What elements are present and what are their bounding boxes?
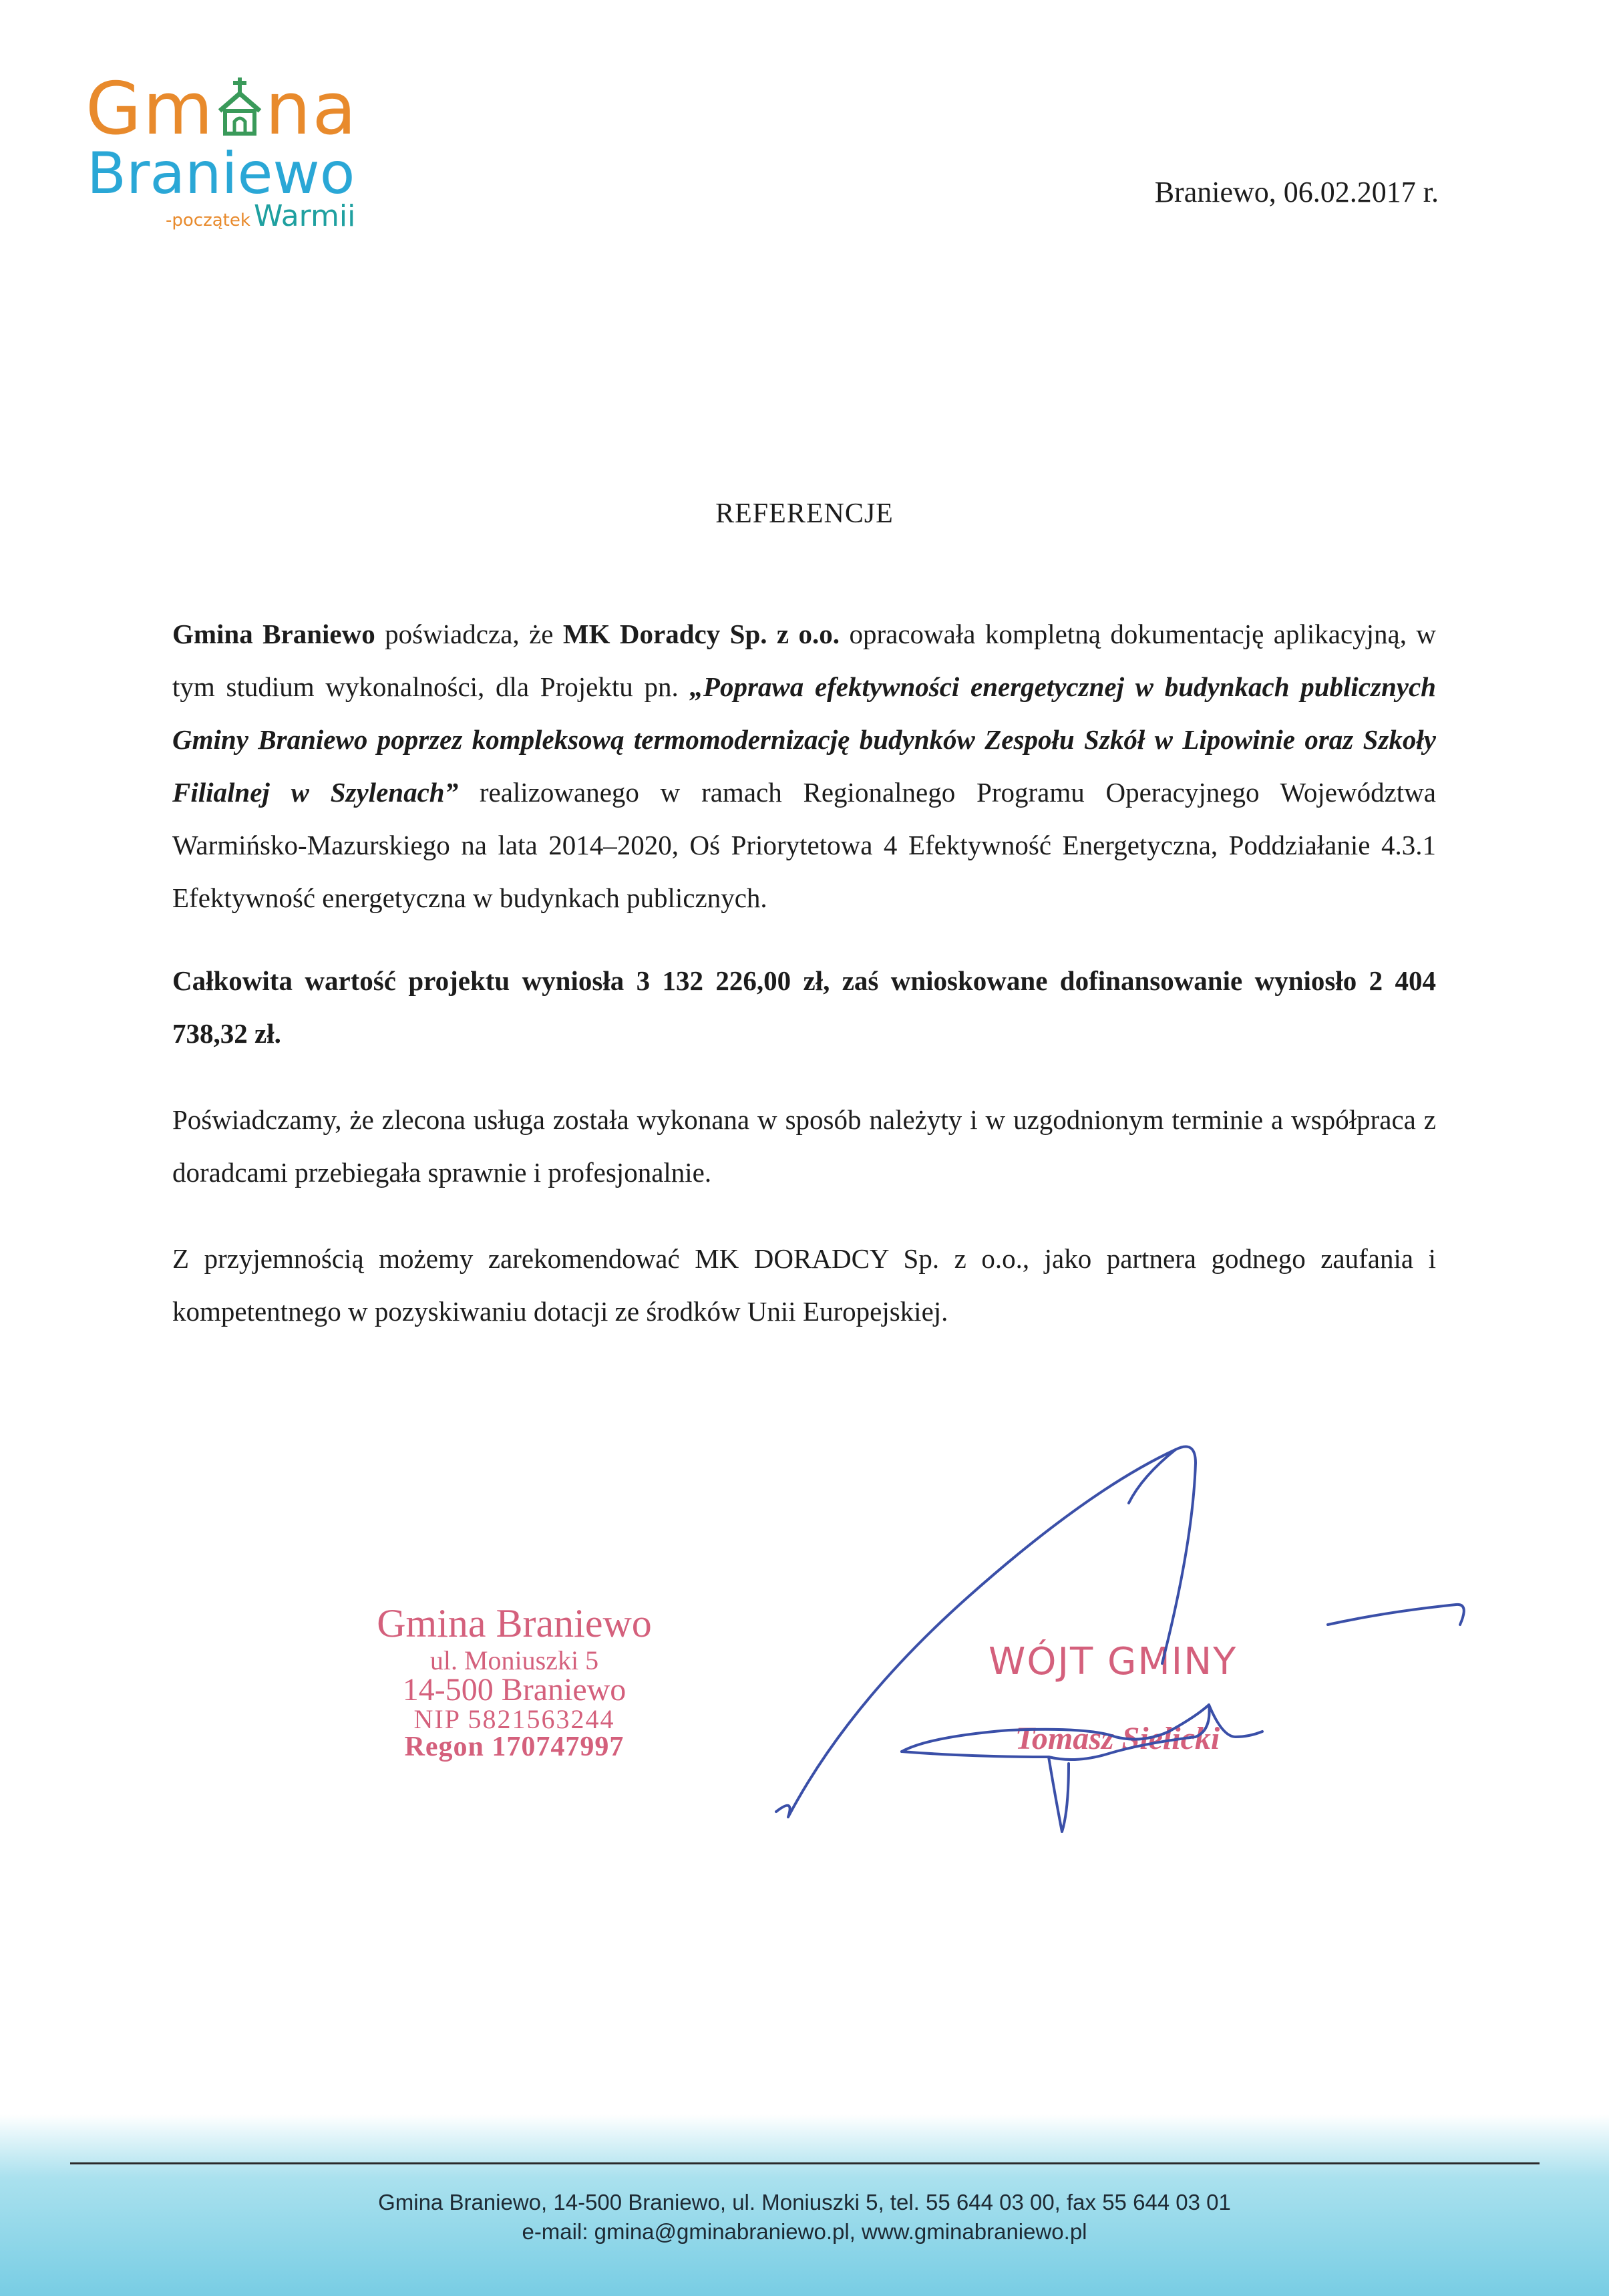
paragraph-1	[172, 608, 1436, 925]
footer-contact: e-mail: gmina@gminabraniewo.pl, www.gminabraniewo.pl	[522, 2219, 1087, 2244]
stamp-city: 14-500 Braniewo	[402, 1672, 627, 1707]
stamp-name: Gmina Braniewo	[377, 1601, 652, 1645]
document-title: REFERENCJE	[715, 498, 894, 529]
paragraph-2: Całkowita wartość projektu wyniosła 3 132 226,00 zł, zaś wnioskowane dofinansowanie wyniosło 2 404 738,32 zł.	[172, 965, 1436, 1049]
stamp-street: ul. Moniuszki 5	[429, 1645, 599, 1675]
paragraph-4: Z przyjemnością możemy zarekomendować MK DORADCY Sp. z o.o., jako partnera godnego zaufania i kompetentnego w pozyskiwaniu dotacji ze środków Unii Europejskiej.	[172, 1243, 1436, 1327]
p1-project-name: „Poprawa efektywności energetycznej w budynkach publicznych Gminy Braniewo poprzez kompleksową termomodernizację budynków Zespołu Szkół w Lipowinie oraz Szkoły Filialnej w Szylenach”	[172, 671, 1436, 808]
logo-text-na: na	[264, 67, 358, 151]
logo-tagline-small: -początek	[166, 210, 250, 230]
p1-issuer: Gmina Braniewo	[172, 619, 375, 649]
church-house-icon	[217, 76, 262, 136]
logo-line1	[85, 67, 358, 151]
handwritten-signature	[768, 1423, 1503, 1877]
p1-text-b: opracowała kompletną dokumentację aplikacyjną, w tym studium wykonalności, dla Projektu pn.	[172, 619, 1436, 702]
signature-role-stamp: WÓJT GMINY	[989, 1640, 1238, 1683]
p1-text-c: realizowanego w ramach Regionalnego Programu Operacyjnego Województwa Warmińsko-Mazurskiego na lata 2014–2020, Oś Priorytetowa 4 Efektywność Energetyczna, Poddziałanie 4.3.1 Efektywność energetyczna w budynkach publicznych.	[172, 777, 1436, 913]
office-stamp	[314, 1603, 715, 1777]
stamp-regon: Regon 170747997	[404, 1732, 624, 1762]
footer-address: Gmina Braniewo, 14-500 Braniewo, ul. Moniuszki 5, tel. 55 644 03 00, fax 55 644 03 01	[378, 2190, 1231, 2215]
letter-body	[172, 608, 1436, 1338]
logo-line3	[166, 199, 355, 233]
signer-name-stamp: Tomasz Sielicki	[1015, 1721, 1220, 1756]
logo-line2: Braniewo	[87, 140, 355, 207]
paragraph-3: Poświadczamy, że zlecona usługa została wykonana w sposób należyty i w uzgodnionym terminie a współpraca z doradcami przebiegała sprawnie i profesjonalnie.	[172, 1104, 1436, 1188]
footer-divider	[70, 2162, 1540, 2164]
stamp-nip: NIP 5821563244	[413, 1704, 615, 1734]
letter-date: Braniewo, 06.02.2017 r.	[1154, 176, 1439, 208]
p1-text-a: poświadcza, że	[375, 619, 563, 649]
logo-tagline-big: Warmii	[254, 199, 356, 233]
p1-company: MK Doradcy Sp. z o.o.	[562, 619, 840, 649]
logo-text-gm: Gm	[85, 67, 214, 151]
gmina-logo	[80, 67, 374, 234]
